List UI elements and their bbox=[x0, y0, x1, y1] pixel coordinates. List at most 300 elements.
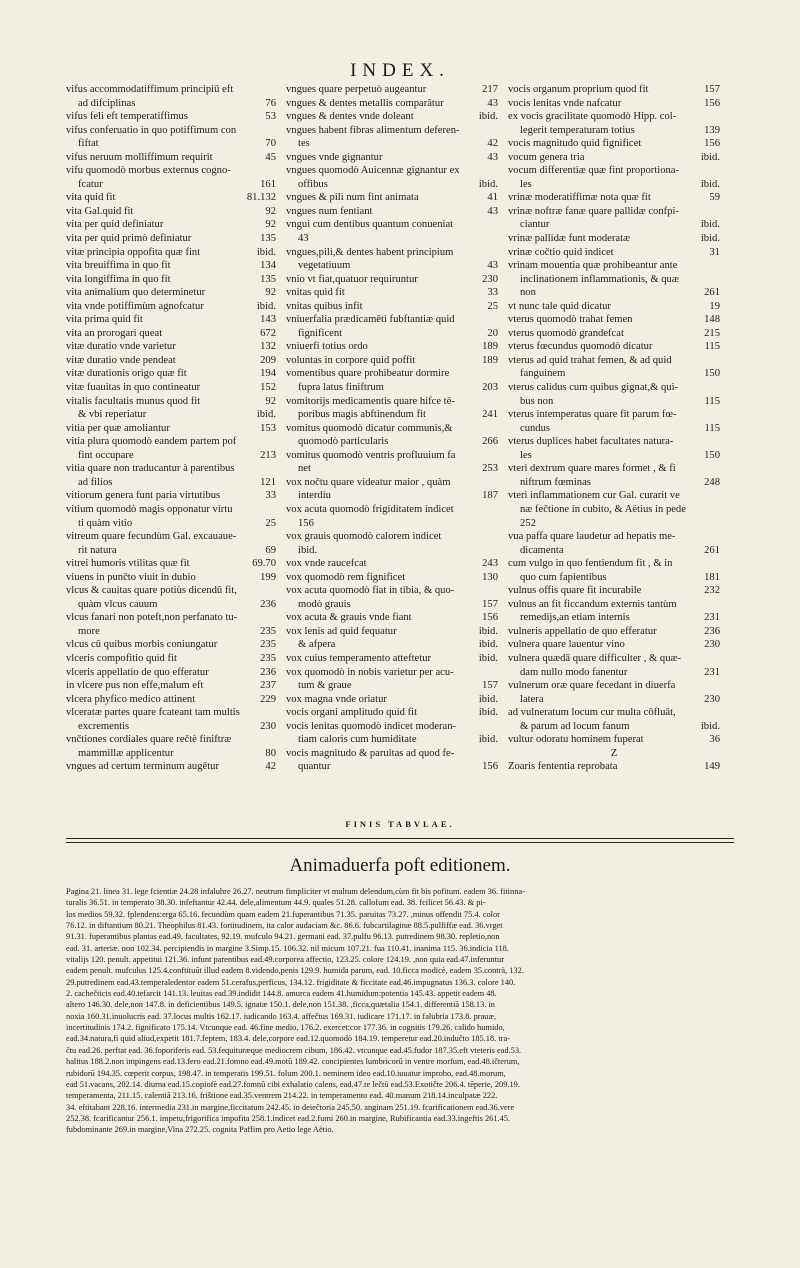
entry-text: vita per quid primò definiatur bbox=[66, 233, 192, 245]
index-entry bbox=[66, 611, 276, 625]
entry-page-ref: 153 bbox=[260, 422, 276, 434]
entry-page-ref: 115 bbox=[704, 395, 720, 407]
index-entry bbox=[66, 273, 276, 287]
entry-text: ti quàm vitio bbox=[78, 517, 133, 529]
index-entry bbox=[66, 300, 276, 314]
entry-text: vitæ duratio vnde varietur bbox=[66, 341, 176, 353]
entry-text: vita longiffima in quo fit bbox=[66, 273, 171, 285]
addenda-line: ead. 31. arteriæ. non 102.34. percipiendis in margine 3.Simp.15. 106.32. nil micum 107.21. fua 110.41. inanima 115. 36.indicia 118. bbox=[66, 943, 509, 953]
entry-text: & afpera bbox=[298, 639, 336, 651]
entry-text: vita prima quid fit bbox=[66, 314, 143, 326]
index-entry bbox=[286, 449, 498, 463]
index-column-1 bbox=[66, 83, 276, 774]
entry-text: ad vulneratum locum cur multa cōfluāt, bbox=[508, 707, 676, 719]
entry-text: vterus ad quid trahat femen, & ad quid bbox=[508, 354, 672, 366]
entry-text: vocis organi amplitudo quid fit bbox=[286, 707, 418, 719]
entry-text: vngues num fentiant bbox=[286, 205, 373, 217]
entry-page-ref: ibid. bbox=[700, 219, 720, 231]
index-entry bbox=[66, 462, 276, 476]
index-entry bbox=[66, 544, 276, 558]
entry-page-ref: 215 bbox=[704, 327, 720, 339]
entry-page-ref: 42 bbox=[487, 138, 498, 150]
entry-page-ref: 25 bbox=[487, 300, 498, 312]
entry-page-ref: 236 bbox=[704, 625, 720, 637]
entry-text: cum vulgo in quo fentiendum fit , & in bbox=[508, 558, 673, 570]
entry-page-ref: 121 bbox=[260, 476, 276, 488]
index-entry bbox=[66, 625, 276, 639]
entry-text: vngues ad certum terminum augētur bbox=[66, 761, 219, 773]
entry-text: vitrei humoris vtilitas quæ fit bbox=[66, 558, 190, 570]
index-entry bbox=[508, 760, 720, 774]
index-entry bbox=[508, 218, 720, 232]
index-entry bbox=[286, 300, 498, 314]
divider-rule bbox=[66, 842, 734, 843]
entry-text: voluntas in corpore quid poffit bbox=[286, 354, 416, 366]
entry-text: 43 bbox=[298, 233, 309, 245]
entry-text: vnio vt fiat,quatuor requiruntur bbox=[286, 273, 418, 285]
entry-page-ref: 31 bbox=[709, 246, 720, 258]
addenda-line: incertitudinis 174.2. fignificato 175.14. Vtcunque ead. 46.fine medio, 176.2. exercet:cor 177.36. in cognitis 179.26. calido humido, bbox=[66, 1023, 505, 1033]
entry-text: bus non bbox=[520, 395, 554, 407]
entry-page-ref: 261 bbox=[704, 544, 720, 556]
index-entry bbox=[508, 381, 720, 395]
entry-text: tiam caloris cum humiditate bbox=[298, 734, 417, 746]
finis-tabulae: FINIS TABVLAE. bbox=[345, 819, 455, 829]
entry-text: vitreum quare fecundùm Gal. excauaue- bbox=[66, 531, 237, 543]
entry-text: vegetatiuum bbox=[298, 260, 351, 272]
index-entry bbox=[66, 97, 276, 111]
addenda-line: 2. cachečticis ead.40.tefarcit 141.13. leuitas ead.39.indidit 144.8. amurca eadem 41.humidum:potentia 145.43. appetit eadem 48. bbox=[66, 989, 497, 999]
entry-page-ref: 115 bbox=[704, 422, 720, 434]
entry-page-ref: ibid. bbox=[700, 151, 720, 163]
entry-text: vocis magnitudo quid fignificet bbox=[508, 138, 642, 150]
index-entry bbox=[508, 435, 720, 449]
entry-page-ref: 236 bbox=[260, 666, 276, 678]
index-entry bbox=[286, 706, 498, 720]
addenda-line: ead 51.vacans, 202.14. diurna ead.15.copiofè ead.27.fomnū cibi exhalatio calens, ead.47.te lečtū ead.53.Exotičte 206.4. tēperie, 209.19. bbox=[66, 1079, 520, 1089]
index-entry bbox=[66, 679, 276, 693]
entry-text: 156 bbox=[298, 517, 314, 529]
entry-page-ref: 217 bbox=[482, 84, 498, 95]
entry-page-ref: ibid. bbox=[700, 720, 720, 732]
entry-text: vomitus quomodò ventris profluuium fa bbox=[286, 449, 456, 461]
entry-page-ref: 189 bbox=[482, 341, 498, 353]
entry-text: tum & graue bbox=[298, 680, 352, 692]
index-entry bbox=[66, 83, 276, 97]
entry-text: vterus quomodò grandefcat bbox=[508, 327, 624, 339]
entry-text: vultur odoratu hominem fuperat bbox=[508, 734, 644, 746]
entry-page-ref: 33 bbox=[265, 490, 276, 502]
addenda-line: 29.putredinem ead.43.temperaledentor eadem 51.cerafus,perficus, 134.12. frigiditate & ficcitate ead.46.impugnatus 136.3. colore 140. bbox=[66, 977, 516, 987]
entry-page-ref: 36 bbox=[709, 734, 720, 746]
entry-text: vulnerum oræ quare fecedant in diuerfa bbox=[508, 680, 676, 692]
index-entry bbox=[286, 124, 498, 138]
index-entry bbox=[66, 747, 276, 761]
entry-text: vocis organum proprium quod fit bbox=[508, 84, 649, 95]
entry-text: vifus conferuatio in quo potiffimum con bbox=[66, 124, 237, 136]
entry-text: fignificent bbox=[298, 327, 343, 339]
entry-text: cundus bbox=[520, 422, 551, 434]
entry-text: vitalis facultatis munus quod fit bbox=[66, 395, 201, 407]
entry-page-ref: 232 bbox=[704, 585, 720, 597]
index-entry bbox=[508, 205, 720, 219]
index-entry bbox=[508, 327, 720, 341]
entry-text: quàm vlcus cauum bbox=[78, 598, 158, 610]
entry-text: quomodò particularis bbox=[298, 436, 389, 448]
entry-text: vulnera quædā quare difficulter , & quæ- bbox=[508, 652, 682, 664]
addenda-line: los medios 59.32. fplendens:erga 65.16. fecundùm quam eadem 21.fuperantibus 71.35. paruitas 73.27. ,minus offendit 75.4. color bbox=[66, 909, 500, 919]
entry-page-ref: 92 bbox=[265, 395, 276, 407]
entry-text: vrinæ moderatiffimæ nota quæ fit bbox=[508, 192, 651, 204]
entry-text: Zoaris fententia reprobata bbox=[508, 761, 618, 773]
index-entry bbox=[508, 625, 720, 639]
entry-text: poribus magis abftinendum fit bbox=[298, 409, 426, 421]
entry-text: vitium quomodò magis opponatur virtu bbox=[66, 503, 233, 515]
index-entry bbox=[286, 286, 498, 300]
entry-page-ref: 230 bbox=[260, 720, 276, 732]
entry-text: vox acuta quomodò frigiditatem indicet bbox=[286, 503, 454, 515]
index-entry bbox=[66, 598, 276, 612]
entry-page-ref: 231 bbox=[704, 612, 720, 624]
addenda-text bbox=[66, 886, 734, 1136]
index-entry bbox=[508, 638, 720, 652]
index-entry bbox=[286, 530, 498, 544]
index-entry bbox=[66, 164, 276, 178]
index-entry bbox=[66, 259, 276, 273]
entry-page-ref: 43 bbox=[487, 205, 498, 217]
entry-text: fupra latus finiftrum bbox=[298, 382, 384, 394]
entry-page-ref: 25 bbox=[265, 517, 276, 529]
entry-page-ref: 209 bbox=[260, 354, 276, 366]
entry-text: vitia per quæ amoliantur bbox=[66, 422, 170, 434]
index-entry bbox=[286, 110, 498, 124]
entry-page-ref: 41 bbox=[487, 192, 498, 204]
entry-text: vterus intemperatus quare fit parum fœ- bbox=[508, 409, 677, 421]
index-entry bbox=[508, 720, 720, 734]
entry-text: ibid. bbox=[298, 544, 318, 556]
index-entry bbox=[508, 83, 720, 97]
entry-text: vlceris appellatio de quo efferatur bbox=[66, 666, 209, 678]
entry-page-ref: 187 bbox=[482, 490, 498, 502]
addenda-line: noxia 160.31.inuolucris ead. 37.locus multis 162.17. iudicando 163.4. affečtus 169.31. iudicare 171.17. in falubria 173.8. prauæ, bbox=[66, 1011, 497, 1021]
entry-page-ref: 235 bbox=[260, 625, 276, 637]
entry-text: fcatur bbox=[78, 178, 103, 190]
entry-text: vifus feli eft temperatiffimus bbox=[66, 111, 188, 123]
entry-page-ref: ibid. bbox=[700, 233, 720, 245]
index-entry bbox=[286, 503, 498, 517]
entry-page-ref: 161 bbox=[260, 178, 276, 190]
index-entry bbox=[66, 693, 276, 707]
entry-page-ref: 19 bbox=[709, 300, 720, 312]
index-entry bbox=[66, 408, 276, 422]
entry-page-ref: 43 bbox=[487, 260, 498, 272]
entry-page-ref: 148 bbox=[704, 314, 720, 326]
entry-page-ref: 156 bbox=[704, 97, 720, 109]
index-entry bbox=[66, 205, 276, 219]
index-entry bbox=[286, 246, 498, 260]
entry-page-ref: 43 bbox=[487, 151, 498, 163]
entry-page-ref: 248 bbox=[704, 476, 720, 488]
entry-text: les bbox=[520, 449, 532, 461]
entry-page-ref: 231 bbox=[704, 666, 720, 678]
index-entry bbox=[286, 422, 498, 436]
entry-text: vocis lenitas quomodò indicet moderan- bbox=[286, 720, 457, 732]
entry-page-ref: 150 bbox=[704, 449, 720, 461]
entry-text: mammillæ applicentur bbox=[78, 747, 174, 759]
entry-text: vlcus & cauitas quare potiùs dicendū fit, bbox=[66, 585, 237, 597]
entry-page-ref: 672 bbox=[260, 327, 276, 339]
entry-page-ref: 134 bbox=[260, 260, 276, 272]
index-entry bbox=[508, 530, 720, 544]
entry-page-ref: 149 bbox=[704, 761, 720, 773]
entry-text: modò grauis bbox=[298, 598, 351, 610]
entry-text: vita Gal.quid fit bbox=[66, 205, 134, 217]
entry-text: vomitus quomodò dicatur communis,& bbox=[286, 422, 453, 434]
entry-page-ref: 203 bbox=[482, 382, 498, 394]
index-entry bbox=[286, 666, 498, 680]
entry-text: vrinam mouentia quæ prohibeantur ante bbox=[508, 260, 678, 272]
entry-text: excrementis bbox=[78, 720, 130, 732]
entry-text: vngues,pili,& dentes habent principium bbox=[286, 246, 454, 258]
entry-text: vlcera phyfico medico attinent bbox=[66, 693, 196, 705]
entry-text: vrinæ noftræ fanæ quare pallidæ confpi- bbox=[508, 205, 679, 217]
entry-page-ref: ibid. bbox=[478, 734, 498, 746]
index-entry bbox=[66, 191, 276, 205]
entry-page-ref: 45 bbox=[265, 151, 276, 163]
entry-text: vifu quomodò morbus externus cogno- bbox=[66, 165, 231, 177]
entry-page-ref: ibid. bbox=[478, 178, 498, 190]
index-entry bbox=[508, 747, 720, 761]
entry-text: vocum genera tria bbox=[508, 151, 585, 163]
entry-page-ref: ibid. bbox=[478, 111, 498, 123]
index-entry bbox=[508, 340, 720, 354]
divider-rule bbox=[66, 838, 734, 839]
index-entry bbox=[508, 367, 720, 381]
index-entry bbox=[286, 435, 498, 449]
index-entry bbox=[286, 557, 498, 571]
index-entry bbox=[508, 652, 720, 666]
entry-page-ref: 143 bbox=[260, 314, 276, 326]
entry-text: 252 bbox=[520, 517, 536, 529]
entry-text: vlcus fanari non poteft,non perfanato tu- bbox=[66, 612, 238, 624]
index-entry bbox=[286, 733, 498, 747]
index-entry bbox=[508, 246, 720, 260]
entry-text: vrinæ cočtio quid indicet bbox=[508, 246, 614, 258]
entry-text: vulneris appellatio de quo efferatur bbox=[508, 625, 657, 637]
entry-text: in vlcere pus non effe,malum eft bbox=[66, 680, 204, 692]
entry-text: vlceris compofitio quid fit bbox=[66, 652, 177, 664]
index-entry bbox=[66, 395, 276, 409]
entry-page-ref: 80 bbox=[265, 747, 276, 759]
entry-text: vitæ duratio vnde pendeat bbox=[66, 354, 176, 366]
index-entry bbox=[508, 259, 720, 273]
entry-text: vox quomodò rem fignificet bbox=[286, 571, 406, 583]
entry-page-ref: 156 bbox=[704, 138, 720, 150]
entry-page-ref: 266 bbox=[482, 436, 498, 448]
index-entry bbox=[286, 693, 498, 707]
entry-text: vitiorum genera funt paria virtutibus bbox=[66, 490, 221, 502]
entry-page-ref: 43 bbox=[487, 97, 498, 109]
index-entry bbox=[508, 354, 720, 368]
index-entry bbox=[286, 218, 498, 232]
entry-text: vox grauis quomodò calorem indicet bbox=[286, 531, 442, 543]
index-entry bbox=[286, 408, 498, 422]
index-entry bbox=[66, 503, 276, 517]
addenda-line: 252.38. fcarificantur 256.1. impetu,frigorifica impofita 258.1.indicet ead.2.fumi 260.in margine, Rubificantia ead.33.ingeftis 261.45. bbox=[66, 1113, 511, 1123]
index-entry bbox=[286, 313, 498, 327]
entry-text: vox acuta quomodò fiat in tibia, & quo- bbox=[286, 585, 455, 597]
entry-page-ref: ibid. bbox=[478, 652, 498, 664]
entry-text: vulnus offis quare fit incurabile bbox=[508, 585, 642, 597]
index-entry bbox=[286, 191, 498, 205]
entry-text: vulnera quare lauentur vino bbox=[508, 639, 625, 651]
entry-text: vngues & dentes metallis comparātur bbox=[286, 97, 444, 109]
index-entry bbox=[66, 652, 276, 666]
entry-page-ref: 115 bbox=[704, 341, 720, 353]
entry-page-ref: ibid. bbox=[478, 693, 498, 705]
entry-text: vterus duplices habet facultates natura- bbox=[508, 436, 674, 448]
entry-text: vterus quomodò trahat femen bbox=[508, 314, 633, 326]
entry-text: vifus accommodatiffimum principiū eft bbox=[66, 84, 234, 95]
entry-text: vitæ durationis origo quæ fit bbox=[66, 368, 187, 380]
index-entry bbox=[508, 313, 720, 327]
index-entry bbox=[508, 124, 720, 138]
entry-text: vngues quomodò Auicennæ gignantur ex bbox=[286, 165, 460, 177]
entry-page-ref: 181 bbox=[704, 571, 720, 583]
entry-text: vterus fœcundus quomodò dicatur bbox=[508, 341, 653, 353]
entry-page-ref: 236 bbox=[260, 598, 276, 610]
addenda-line: 34. eftitabant 228.16. intermedia 231.in margine,ficcitatum 242.45. in deiečtoria 245.50. anginam 251.19. fcarificationem ead.36.vere bbox=[66, 1102, 515, 1112]
index-entry bbox=[66, 246, 276, 260]
addenda-line: temperamenta, 211.15. calentiā 213.16. frištione ead.35.ventrem 214.22. in temperamento ead. 40.manum 218.14.inculpatæ 222. bbox=[66, 1091, 498, 1101]
addenda-line: halitus 188.2.non impingens ead.13.fero ead.21.fomno ead.49.motū 189.42. concipientes lumbricorū in ventre morfum, ead.48.ičterum, bbox=[66, 1057, 520, 1067]
entry-text: fiftat bbox=[78, 138, 99, 150]
index-entry bbox=[508, 97, 720, 111]
entry-page-ref: 130 bbox=[482, 571, 498, 583]
index-entry bbox=[66, 354, 276, 368]
addenda-line: altero 146.30. dele,non 147.8. in deficientibus 149.5. ignatæ 150.1. dele,non 151.38. ,ficca,quætalia 154.1. differentiā 158.13. in bbox=[66, 1000, 495, 1010]
index-entry bbox=[286, 611, 498, 625]
entry-page-ref: 132 bbox=[260, 341, 276, 353]
entry-text: vitia plura quomodò eandem partem pof bbox=[66, 436, 237, 448]
entry-text: quantur bbox=[298, 761, 331, 773]
entry-page-ref: 152 bbox=[260, 382, 276, 394]
entry-page-ref: 261 bbox=[704, 287, 720, 299]
entry-text: vnčtiones cordiales quare rečtè finiftræ bbox=[66, 734, 232, 746]
index-entry bbox=[508, 449, 720, 463]
entry-page-ref: 229 bbox=[260, 693, 276, 705]
entry-text: vulnus an fit ficcandum externis tantùm bbox=[508, 598, 677, 610]
entry-text: vox acuta & grauis vnde fiant bbox=[286, 612, 412, 624]
entry-page-ref: 70 bbox=[265, 138, 276, 150]
index-entry bbox=[66, 313, 276, 327]
index-entry bbox=[66, 733, 276, 747]
addenda-line: rubidorū 194.35. cœperit corpus, 198.47. in temperatis 199.51. folum 200.1. neminem ideo ead.10.iuuatur improbo, ead.48.morum, bbox=[66, 1068, 506, 1078]
index-entry bbox=[286, 151, 498, 165]
index-entry bbox=[66, 530, 276, 544]
entry-text: vniuerfi totius ordo bbox=[286, 341, 368, 353]
entry-text: vteri dextrum quare mares formet , & fi bbox=[508, 463, 676, 475]
index-entry bbox=[286, 340, 498, 354]
index-entry bbox=[508, 286, 720, 300]
entry-page-ref: 199 bbox=[260, 571, 276, 583]
entry-text: vngui cum dentibus quantum conueniat bbox=[286, 219, 454, 231]
index-entry bbox=[508, 422, 720, 436]
index-entry bbox=[286, 178, 498, 192]
index-entry bbox=[286, 598, 498, 612]
index-entry bbox=[286, 259, 498, 273]
entry-text: quo cum fapientibus bbox=[520, 571, 607, 583]
entry-text: vomentibus quare prohibeatur dormire bbox=[286, 368, 450, 380]
index-entry bbox=[66, 638, 276, 652]
index-entry bbox=[286, 544, 498, 558]
index-entry bbox=[286, 97, 498, 111]
index-entry bbox=[508, 191, 720, 205]
entry-text: vomitorijs medicamentis quare hifce tē- bbox=[286, 395, 455, 407]
index-entry bbox=[66, 760, 276, 774]
index-entry bbox=[508, 706, 720, 720]
entry-text: vox lenis ad quid fequatur bbox=[286, 625, 397, 637]
entry-text: remedijs,an etiam internis bbox=[520, 612, 630, 624]
index-entry bbox=[508, 517, 720, 531]
addenda-line: 91.31. fuperantibus plantas ead.49. facultates, 92.19. mufculo 94.21. germani ead. 37.pulfu 96.13. putredinem 98.30. repletio,non bbox=[66, 932, 500, 942]
index-entry bbox=[66, 449, 276, 463]
entry-text: fanguinem bbox=[520, 368, 566, 380]
entry-page-ref: 235 bbox=[260, 639, 276, 651]
index-entry bbox=[66, 476, 276, 490]
index-entry bbox=[286, 760, 498, 774]
index-entry bbox=[508, 571, 720, 585]
index-entry bbox=[286, 462, 498, 476]
index-entry bbox=[66, 327, 276, 341]
entry-text: more bbox=[78, 625, 100, 637]
entry-page-ref: 253 bbox=[482, 463, 498, 475]
entry-text: dicamenta bbox=[520, 544, 564, 556]
entry-page-ref: 235 bbox=[260, 652, 276, 664]
entry-page-ref: 33 bbox=[487, 287, 498, 299]
entry-text: offibus bbox=[298, 178, 328, 190]
entry-text: ad filios bbox=[78, 476, 113, 488]
index-entry bbox=[286, 381, 498, 395]
index-entry bbox=[508, 232, 720, 246]
index-entry bbox=[508, 503, 720, 517]
entry-text: vita quid fit bbox=[66, 192, 116, 204]
index-entry bbox=[508, 489, 720, 503]
index-entry bbox=[66, 666, 276, 680]
index-entry bbox=[286, 354, 498, 368]
entry-page-ref: ibid. bbox=[256, 300, 276, 312]
entry-page-ref: ibid. bbox=[478, 707, 498, 719]
entry-page-ref: 135 bbox=[260, 273, 276, 285]
index-entry bbox=[508, 300, 720, 314]
index-entry bbox=[286, 273, 498, 287]
entry-page-ref: 230 bbox=[704, 693, 720, 705]
entry-text: ad difciplinas bbox=[78, 97, 136, 109]
entry-text: vngues vnde gignantur bbox=[286, 151, 383, 163]
entry-text: vt nunc tale quid dicatur bbox=[508, 300, 611, 312]
entry-page-ref: 69.70 bbox=[252, 558, 276, 570]
entry-page-ref: 241 bbox=[482, 409, 498, 421]
index-entry bbox=[66, 489, 276, 503]
index-entry bbox=[508, 408, 720, 422]
entry-text: Z bbox=[610, 747, 618, 759]
entry-page-ref: 237 bbox=[260, 680, 276, 692]
entry-text: vngues & pili num fint animata bbox=[286, 192, 419, 204]
index-entry bbox=[286, 137, 498, 151]
entry-text: net bbox=[298, 463, 311, 475]
entry-page-ref: ibid. bbox=[700, 178, 720, 190]
addenda-line: čtu ead.26. perftat ead. 36.foporiferis ead. 53.fequituræque mediocrem cibum, 186.42. vtcunque ead.45.fudor 187.35.eft vteteris ead.53. bbox=[66, 1045, 522, 1055]
